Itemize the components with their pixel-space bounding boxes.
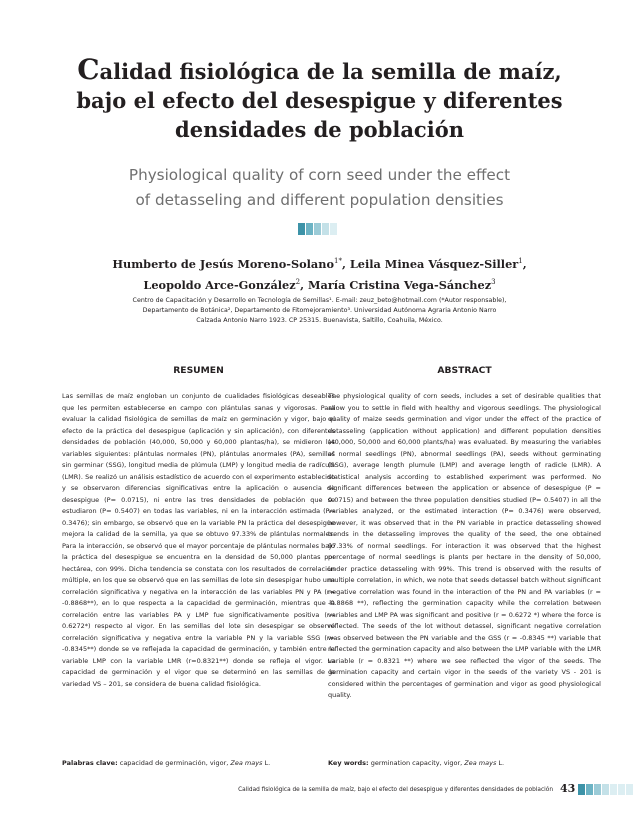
divider-square — [330, 223, 337, 235]
author-affiliation-mark: 1* — [334, 257, 342, 265]
footer-decoration — [578, 784, 634, 795]
keywords-end: L. — [496, 759, 505, 767]
author-name: Leila Minea Vásquez-Siller — [349, 256, 519, 271]
palabras-clave — [62, 758, 335, 768]
running-title: Calidad fisiológica de la semilla de maíz, bajo el efecto del desespigue y diferentes densidades de población — [238, 787, 553, 793]
title-line-3: densidades de población — [175, 117, 464, 142]
footer-square — [602, 784, 609, 795]
affiliation-line-1: Centro de Capacitación y Desarrollo en Tecnología de Semillas¹. E-mail: zeuz_beto@hotmail.com (*Autor responsable), — [132, 297, 507, 304]
keywords-label: Key words: — [328, 759, 369, 767]
divider-square — [322, 223, 329, 235]
keywords-species: Zea mays — [230, 759, 263, 767]
title-line-1: alidad fisiológica de la semilla de maíz, — [99, 59, 562, 84]
footer-square — [578, 784, 585, 795]
resumen-heading: RESUMEN — [173, 365, 224, 376]
footer-square — [586, 784, 593, 795]
title-line-2: bajo el efecto del desespigue y diferentes — [76, 88, 563, 113]
keywords-end: L. — [262, 759, 271, 767]
author-name: Leopoldo Arce-González — [143, 277, 296, 292]
footer-square — [610, 784, 617, 795]
page-number: 43 — [560, 782, 576, 795]
divider-square — [298, 223, 305, 235]
author-affiliation-mark: 2 — [295, 277, 301, 286]
english-title — [60, 163, 579, 213]
author-affiliation-mark: 3 — [491, 277, 496, 286]
abstract-body: The physiological quality of corn seeds, includes a set of desirable qualities that allow you to settle in field with healthy and vigorous seedlings. The physiological quality of maize seeds germination and vigor under the effect of the practice of detasseling (application without application) and different population densities (40,000, 50,000 and 60,000 plants/ha) was evaluated. By measuring the variables of normal seedlings (PN), abnormal seedlings (PA), seeds without germinating (SSG), average length plumule (LMP) and average length of radicle (LMR). A statistical analysis according to established experiment was performed. No significant differences between the application or absence of desespigue (P = 0.0715) and between the three population densities studied (P= 0.5407) in all the variables analyzed, or the estimated interaction (P= 0.3476) were observed, however, it was observed that in the PN variable in practice detasseling showed trends in the detasseling improves the quality of the seed, the one obtained 97.33% of normal seedlings. For interaction it was observed that the highest percentage of normal seedlings is plants per hectare in the density of 50,000, under practice detasseling with 99%. This trend is observed with the results of multiple correlation, in which, we note that seeds detassel batch without significant negative correlation was found in the interaction of the PN and PA variables (r = -0.8868 **), reflecting the germination capacity while the correlation between variables and LMP PA was significant and positive (r = 0.6272 *) where the force is reflected. The seeds of the lot without detassel, significant negative correlation was observed between the PN variable and the GSS (r = -0.8345 **) variable that reflected the germination capacity and also between the LMP variable with the LMR variable (r = 0.8321 **) where we see reflected the vigor of the seeds. The germination capacity and certain vigor in the seeds of the variety VS - 201 is considered within the percentages of germination and vigor as good physiological quality. — [328, 392, 601, 699]
keywords-label: Palabras clave: — [62, 759, 118, 767]
divider-square — [314, 223, 321, 235]
resumen-body: Las semillas de maíz engloban un conjunto de cualidades fisiológicas deseables que les permiten establecerse en campo con plántulas sanas y vigorosas. Para evaluar la calidad fisiológica de semillas de maíz en germinación y vigor, bajo el efecto de la práctica del desespigue (aplicación y sin aplicación), con diferentes densidades de población (40,000, 50,000 y 60,000 plantas/ha), se midieron las variables siguientes: plántulas normales (PN), plántulas anormales (PA), semillas sin germinar (SSG), longitud media de plúmula (LMP) y longitud media de radícula (LMR). Se realizó un análisis estadístico de acuerdo con el experimento establecido y se observaron diferencias significativas entre la aplicación o ausencia de desespigue (P= 0.0715), ni entre las tres densidades de población que se estudiaron (P= 0.5407) en todas las variables, ni en la interacción estimada (P= 0.3476); sin embargo, se observó que en la variable PN la práctica del desespigue mejora la calidad de la semilla, ya que se obtuvo 97.33% de plántulas normales. Para la interacción, se observó que el mayor porcentaje de plántulas normales bajo la práctica del desespigue se encuentra en la densidad de 50,000 plantas por hectárea, con 99%. Dicha tendencia se constata con los resultados de correlación múltiple, en los que se observó que en las semillas de lote sin desespigar hubo una correlación significativa y negativa en la interacción de las variables PN y PA (r= -0.8868**), en lo que respecta a la capacidad de germinación, mientras que la correlación entre las variables PA y LMP fue significativamente positiva (r= 0.6272*) respecto al vigor. En las semillas del lote sin desespigar se observó correlación significativa y negativa entre la variable PN y la variable SSG (r= -0.8345**) donde se ve reflejada la capacidad de germinación, y también entre la variable LMP con la variable LMR (r=0.8321**) donde se refleja el vigor. La capacidad de germinación y el vigor que se determinó en las semillas de la variedad VS – 201, se considera de buena calidad fisiológica. — [62, 392, 335, 688]
keywords-text: germination capacity, vigor, — [368, 759, 465, 767]
affiliation-line-3: Calzada Antonio Narro 1923. CP 25315. Buenavista, Saltillo, Coahuila, México. — [196, 317, 443, 324]
abstract-column — [328, 365, 601, 767]
english-title-line-1: Physiological quality of corn seed under the effect — [128, 166, 511, 184]
page-footer — [0, 783, 639, 797]
footer-square — [594, 784, 601, 795]
affiliation-line-2: Departamento de Botánica², Departamento de Fitomejoramiento³. Universidad Autónoma Agraria Antonio Narro — [142, 307, 497, 314]
keywords-text: capacidad de germinación, vigor, — [117, 759, 231, 767]
title-divider-decoration — [298, 223, 338, 235]
footer-square — [618, 784, 625, 795]
resumen-column — [62, 365, 335, 767]
paper-title — [60, 55, 579, 144]
affiliations — [90, 296, 549, 326]
key-words — [328, 758, 601, 768]
author-name: Humberto de Jesús Moreno-Solano — [112, 256, 334, 271]
footer-square — [626, 784, 633, 795]
divider-square — [306, 223, 313, 235]
abstract-heading: ABSTRACT — [437, 365, 492, 376]
title-dropcap: C — [77, 53, 100, 86]
keywords-species: Zea mays — [464, 759, 497, 767]
author-name: María Cristina Vega-Sánchez — [308, 277, 492, 292]
english-title-line-2: of detasseling and different population densities — [135, 191, 504, 209]
author-list: Humberto de Jesús Moreno-Solano$^{1*}$, Leila Minea Vásquez-Siller$^1$, Leopoldo Arce-González$^2$, María Cristina Vega-Sánchez$^3$ — [112, 256, 527, 292]
author-affiliation-mark: 1 — [518, 257, 523, 265]
